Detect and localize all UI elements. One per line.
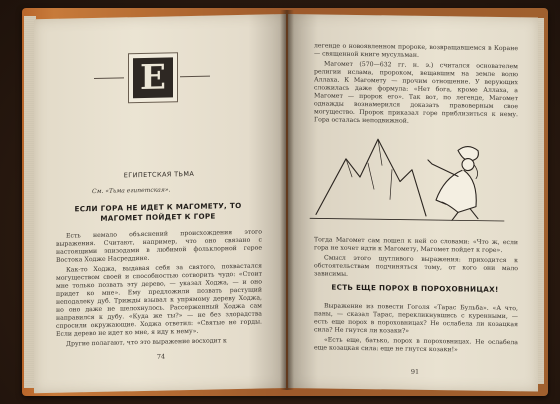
entry-heading: ЕСТЬ ЕЩЕ ПОРОХ В ПОРОХОВНИЦАХ! (331, 282, 499, 294)
entry-text-middle (314, 236, 518, 281)
entry-heading: ЕСЛИ ГОРА НЕ ИДЕТ К МАГОМЕТУ, ТО МАГОМЕТ ПОЙДЕТ К ГОРЕ (74, 200, 242, 223)
book-gutter (280, 10, 294, 390)
man-arm-pointing (428, 160, 458, 176)
page-number: 74 (156, 352, 166, 361)
page-number: 91 (410, 367, 420, 376)
ornament-rule-left (94, 77, 124, 79)
paragraph: Тогда Магомет сам пошел к ней со словами: «Что ж, если гора не хочет идти к Магомету, Магомет пойдет к горе». (314, 236, 518, 254)
paragraph: Магомет (570—632 гг. н. э.) считался основателем религии ислама, пророком, вещавшим на земле волю Аллаха. К Магомету — прочим отношение. У верующих сложилась даже формула: «Нет бога, кроме Аллаха, а Магомет — пророк его». Так вот, по легенде, Магомет однажды вознамерился доказать правоверным свое могущество. Пророк приказал горе приблизиться к нему. Гора осталась неподвижной. (314, 60, 518, 125)
paragraph: Другие полагают, что это выражение восходит к (66, 337, 227, 348)
paragraph: Выражение из повести Гоголя «Тарас Бульба». «А что, паны, — сказал Тарас, перекликнувшись с куренными, — есть еще порох в пороховницах? Не ослабела ли козацкая сила? Не гнутся ли козаки?» (314, 302, 518, 335)
ornament-rule-right (180, 76, 210, 78)
entry-text-top (314, 42, 518, 127)
entry-text-bottom (314, 302, 518, 355)
man-beard (474, 165, 478, 179)
mountain-hatching (346, 139, 392, 200)
left-page (34, 14, 286, 393)
paragraph: Есть немало объяснений происхождения этого выражения. Считают, например, что оно связано с настоящими эпизодами в любимой фольклорной герое Востока Ходже Насреддине. (56, 228, 262, 264)
man-head (462, 158, 474, 170)
paragraph: Смысл этого шутливого выражения: приходится к обстоятельствам подчиняться тому, от кого они мало зависимы. (314, 254, 518, 278)
paragraph: легенде о новоявленном пророке, возвращавшемся в Коране — священной книге мусульман. (314, 42, 518, 59)
section-title: ЕГИПЕТСКАЯ ТЬМА (123, 169, 195, 180)
entry-text (56, 229, 262, 349)
drop-letter-plate (128, 52, 178, 103)
drop-letter: Е (140, 57, 166, 99)
drop-letter-frame (133, 57, 173, 98)
paragraph: «Есть еще, батько, порох в пороховницах. Не ослабела еще козацкая сила: еще не гнутся козаки!» (314, 336, 518, 354)
cross-reference: См. «Тьма египетская». (92, 186, 171, 196)
ground-line (310, 218, 504, 221)
illustration-man-and-mountain (308, 118, 508, 231)
paragraph: Как-то Ходжа, выдавая себя за святого, похвастался могуществом своей и способностью сотворить чудо: «Стоит мне только позвать эту дерево, — указал Ходжа, — и оно придет ко мне». Ему предложили позвать растущий неподалеку дуб. Трижды взывал к упрямому дереву Ходжа, но оно даже не шелохнулось. Рассерженный Ходжа сам направился к дубу. «Куда же ты?» — не без злорадства спросили окружающие. Ходжа ответил: «Святые не горды. Если дерево не идет ко мне, я иду к нему». (56, 262, 262, 338)
right-page (288, 14, 538, 391)
